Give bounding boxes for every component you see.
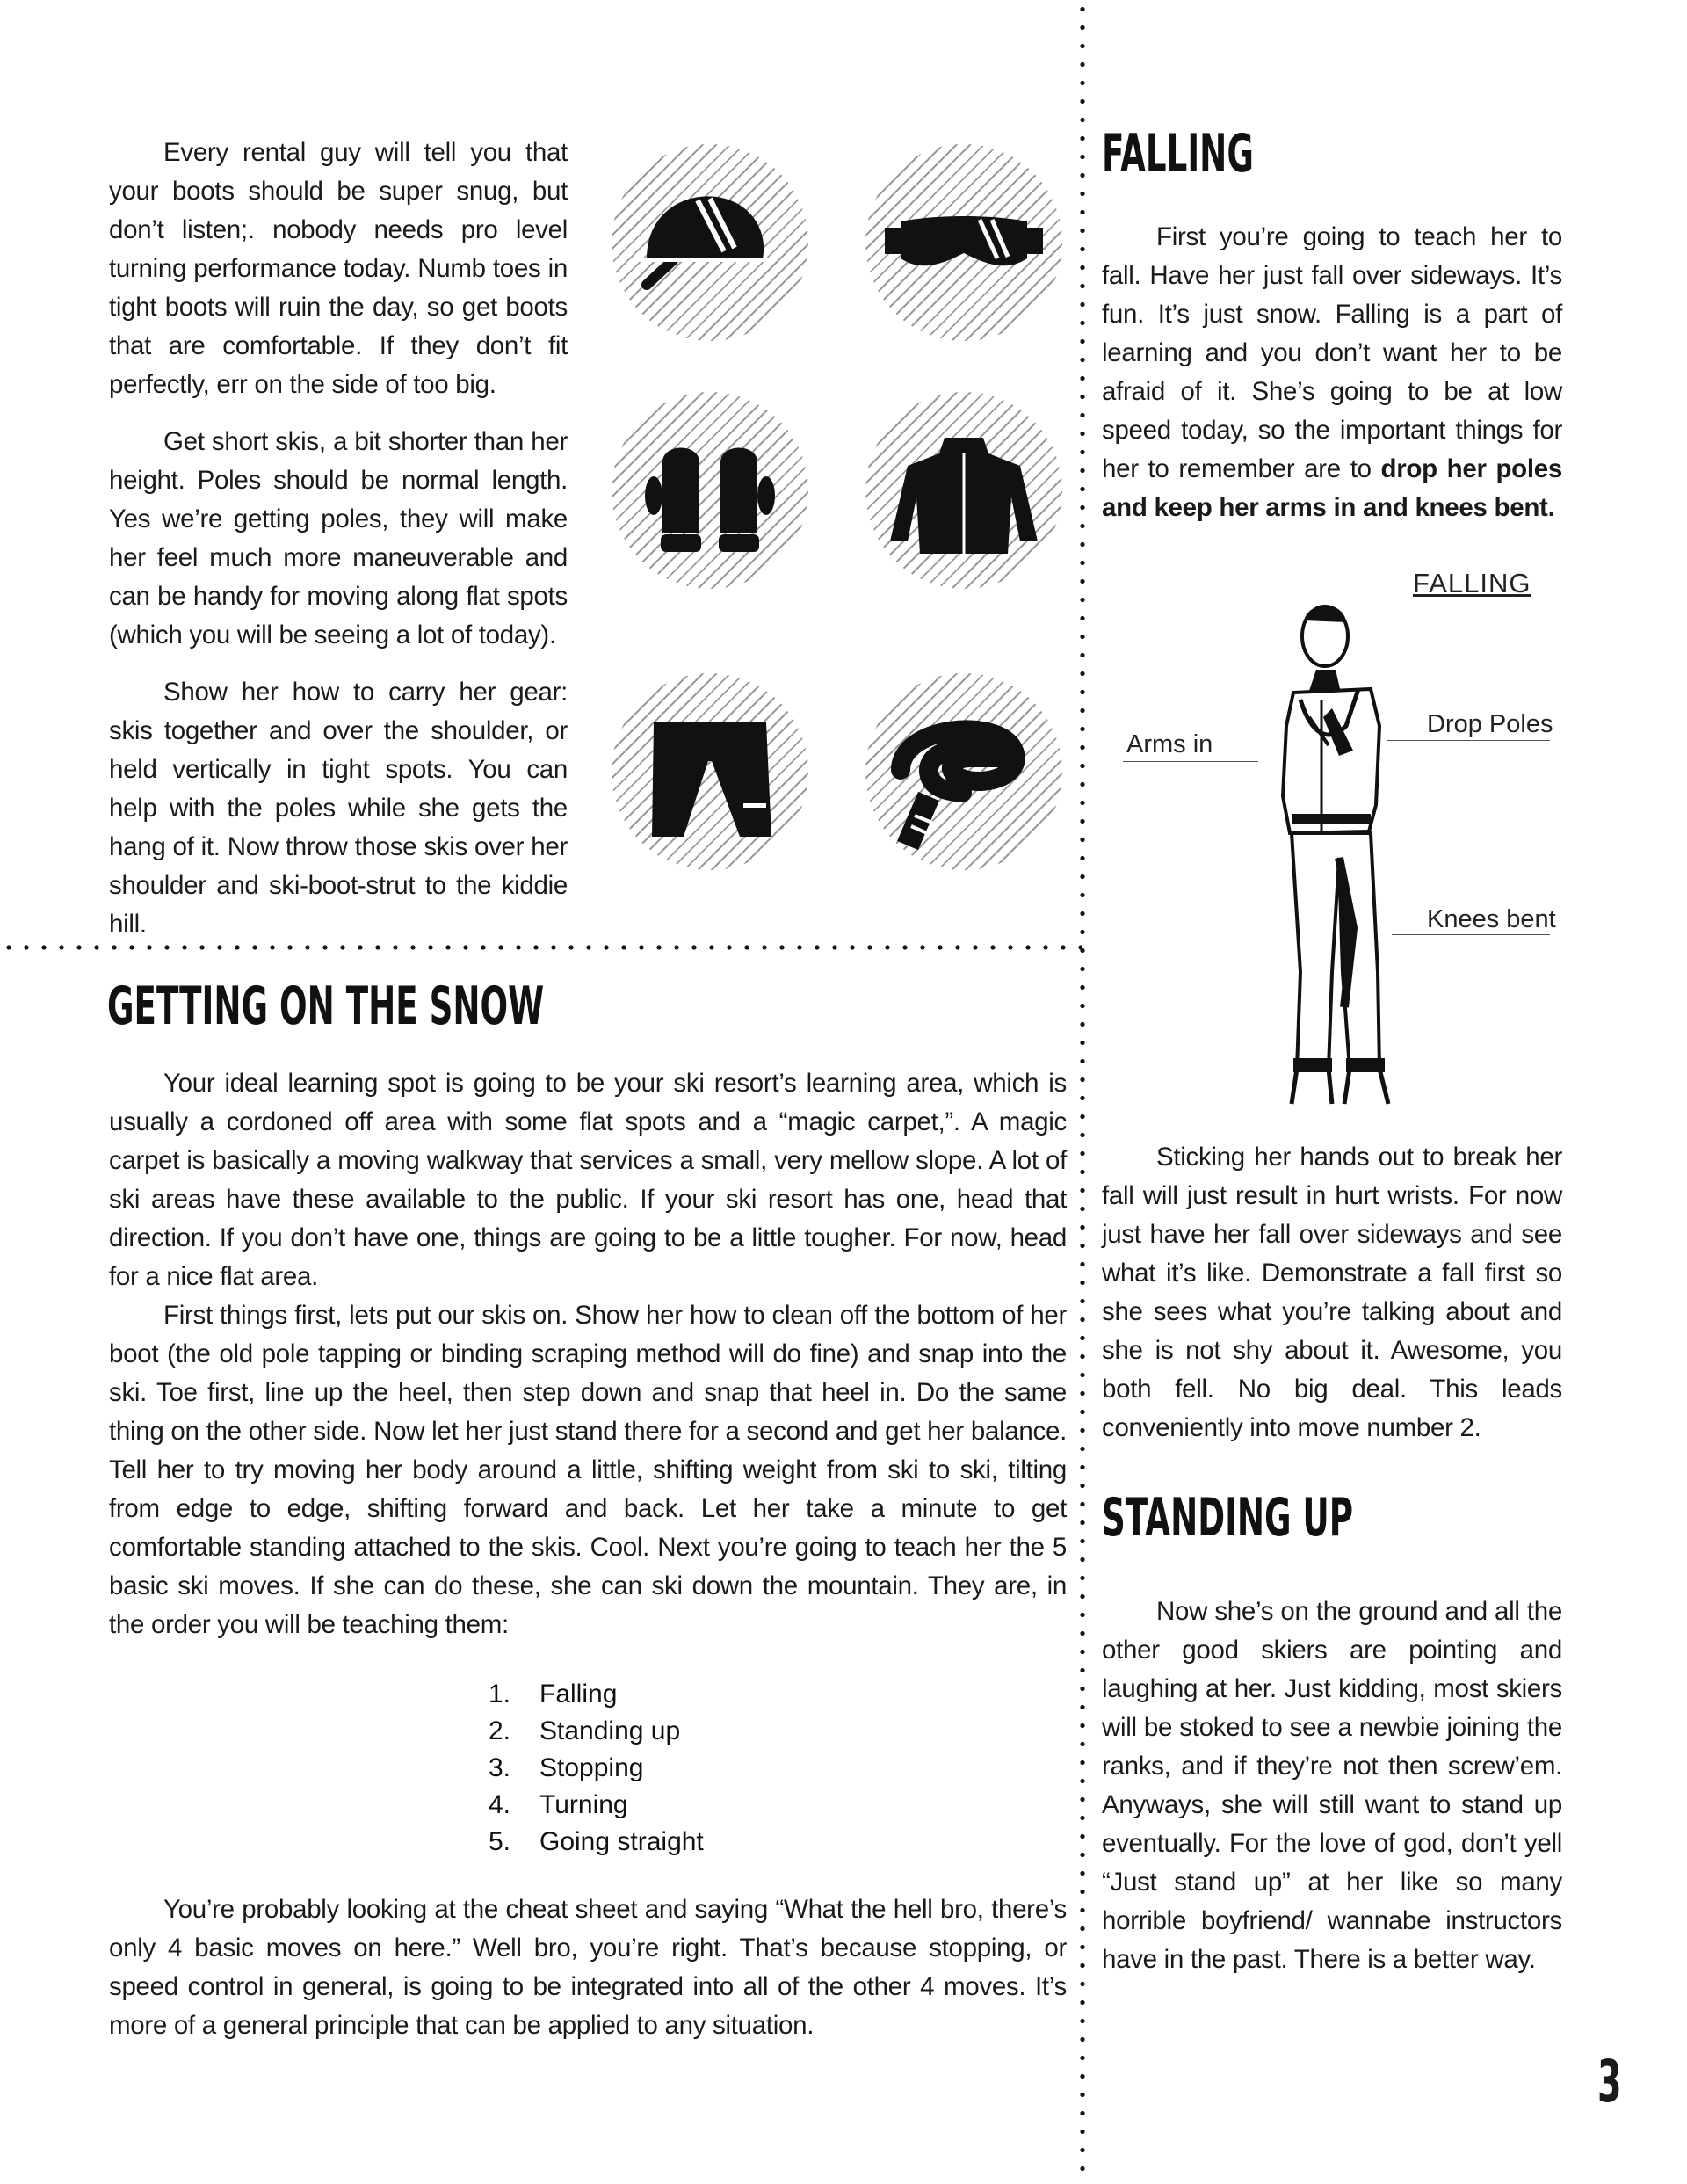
falling-diagram-title: FALLING xyxy=(1413,568,1531,599)
basic-moves-list xyxy=(489,1676,704,1861)
list-item: 2. Standing up xyxy=(489,1716,681,1745)
list-item: 3. Stopping xyxy=(489,1753,644,1782)
getting-on-snow-heading: GETTING ON THE SNOW xyxy=(107,976,545,1037)
standing-up-heading: STANDING UP xyxy=(1102,1487,1354,1549)
falling-followup xyxy=(1102,1138,1562,1448)
skis-on-paragraph: First things first, lets put our skis on. Show her how to clean off the bottom of her boot (the old pole tapping or binding scraping method will do fine) and snap into the ski. Toe first, line up the heel, then step down and snap that heel in. Do the same thing on the other side. Now let her just stand there for a second and get her balance. Tell her to try moving her body around a little, shifting weight from ski to ski, tilting from edge to edge, shifting forward and back. Let her take a minute to get comfortable standing attached to the skis. Cool. Next you’re going to teach her the 5 basic ski moves. If she can do these, she can ski down the mountain. They are, in the order you will be teaching them: xyxy=(109,1301,1067,1639)
vertical-dotted-divider xyxy=(1079,0,1086,2184)
gear-text-column xyxy=(109,134,568,944)
arms-in-leader-line xyxy=(1123,761,1258,762)
learning-area-paragraph: Your ideal learning spot is going to be your ski resort’s learning area, which is usually a cordoned off area with some flat spots and a “magic carpet,”. A magic carpet is basically a moving walkway that services a small, very mellow slope. A lot of ski areas have these available to the public. If your ski resort has one, head that direction. If you don’t have one, things are going to be a little tougher. For now, head for a nice flat area. xyxy=(109,1069,1067,1291)
falling-heading: FALLING xyxy=(1102,123,1254,185)
standing-up-body xyxy=(1102,1593,1562,1979)
page-number: 3 xyxy=(1597,2048,1622,2115)
jacket-icon xyxy=(865,392,1062,589)
helmet-icon xyxy=(612,144,808,341)
mittens-icon xyxy=(612,392,808,589)
arms-in-label: Arms in xyxy=(1126,730,1213,758)
list-item: 5. Going straight xyxy=(489,1827,704,1856)
knees-bent-label: Knees bent xyxy=(1427,905,1556,933)
scarf-icon xyxy=(865,673,1062,870)
list-item: 1. Falling xyxy=(489,1680,618,1709)
boots-paragraph: Every rental guy will tell you that your boots should be super snug, but don’t listen;. nobody needs pro level turning performance today. Numb toes in tight boots will ruin the day, so get boots that are comfortable. If they don’t fit perfectly, err on the side of too big. xyxy=(109,138,568,399)
knees-bent-leader-line xyxy=(1392,934,1550,935)
hurt-wrists-paragraph: Sticking her hands out to break her fall will just result in hurt wrists. For now just have her fall over sideways and see what it’s like. Demonstrate a fall first so she sees what you’re talking about and she is not shy about it. Awesome, you both fell. No big deal. This leads conveniently into move number 2. xyxy=(1102,1143,1562,1442)
standing-up-paragraph: Now she’s on the ground and all the other good skiers are pointing and laughing at her. Just kidding, most skiers will be stoked to see a newbie joining the ranks, and if they’re not then screw’em. Anyways, she will still want to stand up eventually. For the love of god, don’t yell “Just stand up” at her like so many horrible boyfriend/ wannabe instructors have in the past. There is a better way. xyxy=(1102,1597,1562,1974)
falling-intro xyxy=(1102,218,1562,527)
pants-icon xyxy=(612,673,808,870)
horizontal-dotted-divider xyxy=(0,944,1082,951)
goggles-icon xyxy=(865,144,1062,341)
drop-poles-label: Drop Poles xyxy=(1427,710,1553,738)
list-item: 4. Turning xyxy=(489,1790,628,1819)
cheat-sheet-paragraph: You’re probably looking at the cheat sheet and saying “What the hell bro, there’s only 4 basic moves on here.” Well bro, you’re right. That’s because stopping, or speed control in general, is going to be integrated into all of the other 4 moves. It’s more of a general principle that can be applied to any situation. xyxy=(109,1895,1067,2040)
drop-poles-leader-line xyxy=(1387,740,1550,741)
skis-paragraph: Get short skis, a bit shorter than her height. Poles should be normal length. Yes we’re getting poles, they will make her feel much more maneuverable and can be handy for moving along flat spots (which you will be seeing a lot of today). xyxy=(109,427,568,649)
falling-paragraph: First you’re going to teach her to fall. Have her just fall over sideways. It’s fun. It’s just snow. Falling is a part of learning and you don’t want her to be afraid of it. She’s going to be at low speed today, so the important things for her to remember are to drop her poles and keep her arms in and knees bent. xyxy=(1102,222,1562,522)
cheat-sheet-section xyxy=(109,1890,1067,2045)
falling-figure-illustration xyxy=(1248,594,1450,1113)
getting-on-snow-body xyxy=(109,1064,1067,1644)
carry-gear-paragraph: Show her how to carry her gear: skis together and over the shoulder, or held vertically in tight spots. You can help with the poles while she gets the hang of it. Now throw those skis over her shoulder and ski-boot-strut to the kiddie hill. xyxy=(109,678,568,939)
